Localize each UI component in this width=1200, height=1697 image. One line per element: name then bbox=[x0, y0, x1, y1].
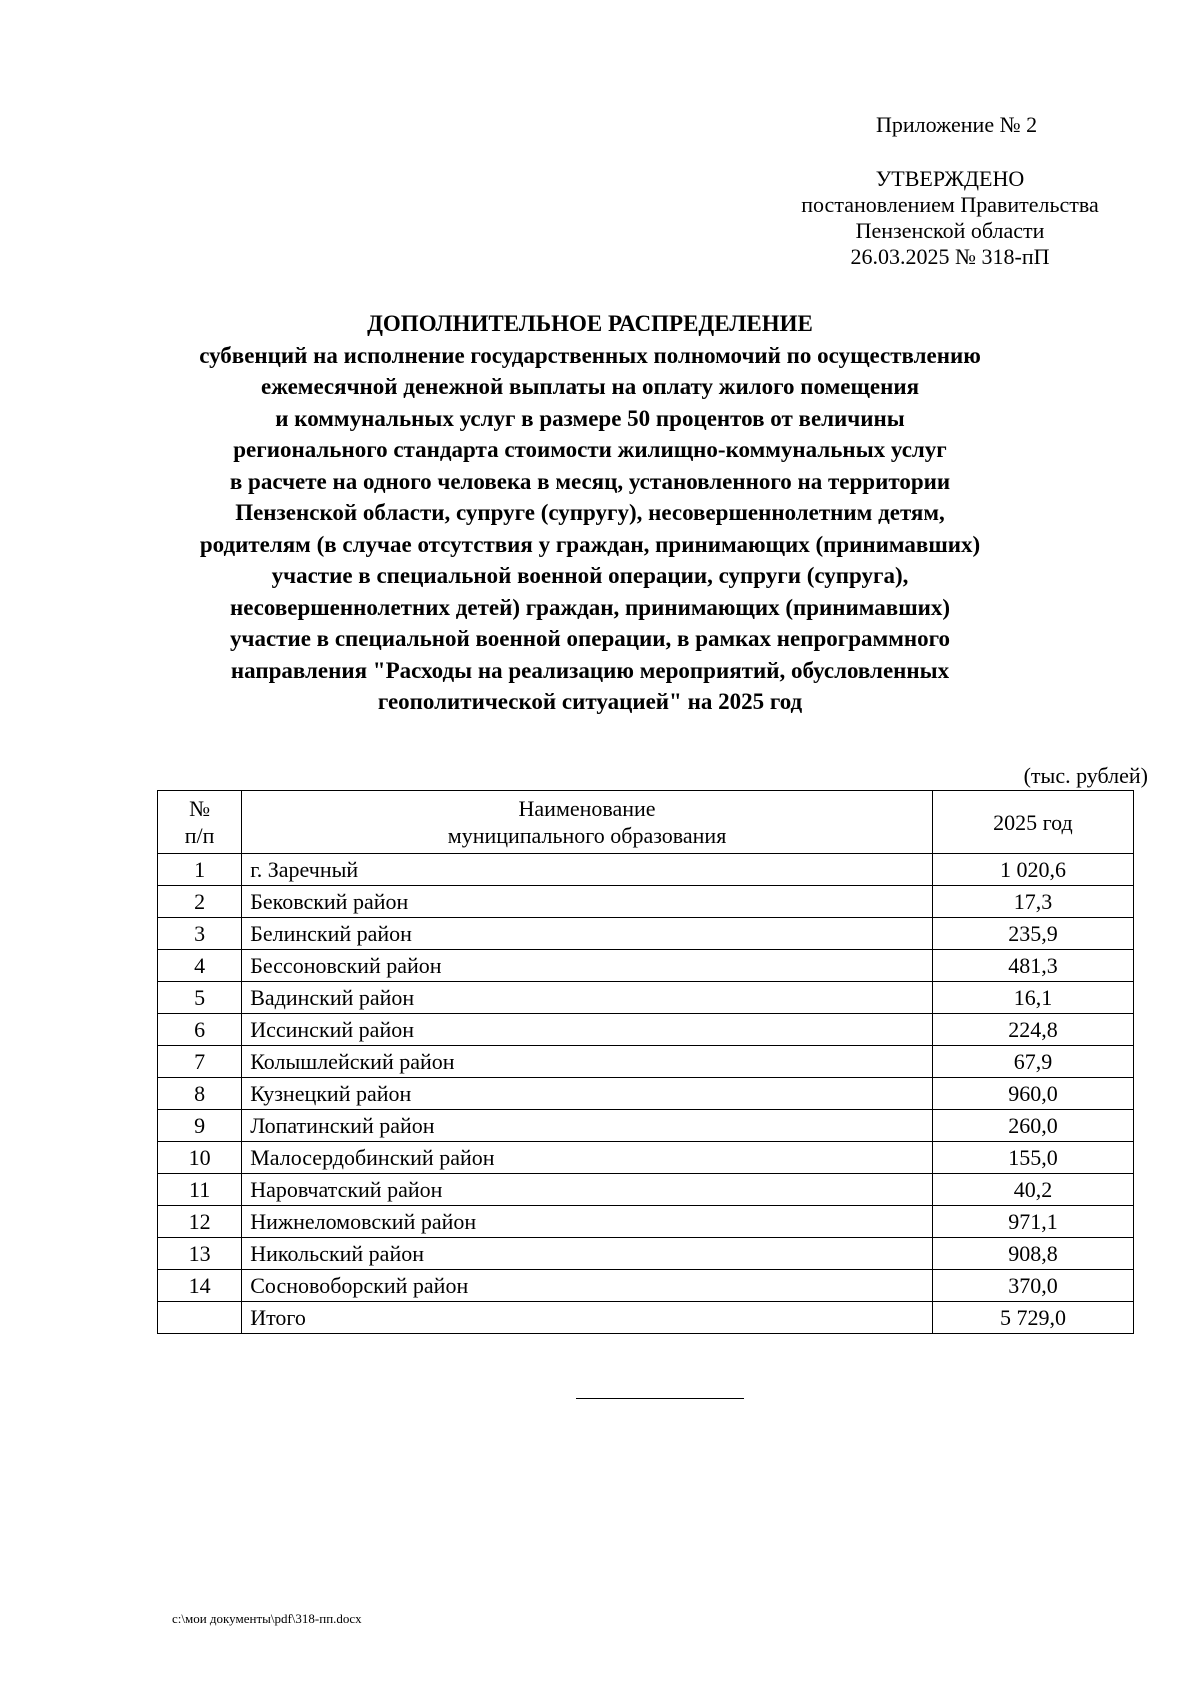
row-amount: 960,0 bbox=[932, 1078, 1133, 1110]
approval-line: Пензенской области bbox=[855, 218, 1045, 243]
row-number: 8 bbox=[158, 1078, 242, 1110]
row-municipality: Наровчатский район bbox=[242, 1174, 933, 1206]
closing-separator-line bbox=[576, 1398, 744, 1399]
table-row bbox=[158, 1238, 1134, 1270]
header-name bbox=[242, 791, 933, 854]
row-municipality: Нижнеломовский район bbox=[242, 1206, 933, 1238]
title-main: ДОПОЛНИТЕЛЬНОЕ РАСПРЕДЕЛЕНИЕ bbox=[367, 311, 813, 336]
row-municipality: Сосновоборский район bbox=[242, 1270, 933, 1302]
row-municipality: Иссинский район bbox=[242, 1014, 933, 1046]
title-line: и коммунальных услуг в размере 50 процентов от величины bbox=[275, 405, 905, 431]
distribution-table bbox=[157, 790, 1134, 1334]
row-amount: 1 020,6 bbox=[932, 854, 1133, 886]
row-amount: 155,0 bbox=[932, 1142, 1133, 1174]
approval-stamp bbox=[760, 166, 1140, 270]
row-amount: 908,8 bbox=[932, 1238, 1133, 1270]
total-amount: 5 729,0 bbox=[932, 1302, 1133, 1334]
table-row bbox=[158, 950, 1134, 982]
approval-line: УТВЕРЖДЕНО bbox=[875, 166, 1025, 191]
title-line: родителям (в случае отсутствия у граждан, принимающих (принимавших) bbox=[199, 531, 981, 557]
title-line: Пензенской области, супруге (супругу), несовершеннолетним детям, bbox=[235, 500, 945, 525]
row-municipality: Никольский район bbox=[242, 1238, 933, 1270]
table-row bbox=[158, 854, 1134, 886]
approval-line: постановлением Правительства bbox=[801, 192, 1099, 217]
header-name-line1: Наименование bbox=[518, 796, 656, 821]
row-number: 2 bbox=[158, 886, 242, 918]
table-row bbox=[158, 1014, 1134, 1046]
row-amount: 224,8 bbox=[932, 1014, 1133, 1046]
row-number: 4 bbox=[158, 950, 242, 982]
row-number: 3 bbox=[158, 918, 242, 950]
title-line: направления "Расходы на реализацию мероприятий, обусловленных bbox=[230, 657, 950, 683]
table-row bbox=[158, 1046, 1134, 1078]
table-row bbox=[158, 1174, 1134, 1206]
row-municipality: Вадинский район bbox=[242, 982, 933, 1014]
row-amount: 260,0 bbox=[932, 1110, 1133, 1142]
row-amount: 17,3 bbox=[932, 886, 1133, 918]
row-amount: 67,9 bbox=[932, 1046, 1133, 1078]
row-number: 13 bbox=[158, 1238, 242, 1270]
title-line: в расчете на одного человека в месяц, установленного на территории bbox=[229, 468, 951, 494]
row-municipality: Лопатинский район bbox=[242, 1110, 933, 1142]
row-municipality: Кузнецкий район bbox=[242, 1078, 933, 1110]
table-row bbox=[158, 982, 1134, 1014]
row-municipality: Колышлейский район bbox=[242, 1046, 933, 1078]
row-amount: 16,1 bbox=[932, 982, 1133, 1014]
title-line: геополитической ситуацией" на 2025 год bbox=[377, 689, 803, 714]
row-municipality: г. Заречный bbox=[242, 854, 933, 886]
footer-file-path: c:\мои документы\pdf\318-пп.docx bbox=[172, 1611, 362, 1626]
row-number: 1 bbox=[158, 854, 242, 886]
row-number: 5 bbox=[158, 982, 242, 1014]
row-municipality: Белинский район bbox=[242, 918, 933, 950]
table-row bbox=[158, 1206, 1134, 1238]
header-year: 2025 год bbox=[932, 791, 1133, 854]
appendix-number: Приложение № 2 bbox=[876, 112, 1038, 137]
table-row bbox=[158, 1270, 1134, 1302]
row-number: 6 bbox=[158, 1014, 242, 1046]
title-line: регионального стандарта стоимости жилищно-коммунальных услуг bbox=[233, 437, 947, 462]
row-amount: 971,1 bbox=[932, 1206, 1133, 1238]
row-number: 10 bbox=[158, 1142, 242, 1174]
row-municipality: Бессоновский район bbox=[242, 950, 933, 982]
row-number: 11 bbox=[158, 1174, 242, 1206]
header-number-line2: п/п bbox=[184, 823, 215, 848]
table-row bbox=[158, 1078, 1134, 1110]
title-line: субвенций на исполнение государственных полномочий по осуществлению bbox=[199, 342, 981, 368]
total-label: Итого bbox=[242, 1302, 933, 1334]
row-number: 7 bbox=[158, 1046, 242, 1078]
row-number: 9 bbox=[158, 1110, 242, 1142]
table-row bbox=[158, 1142, 1134, 1174]
approval-line: 26.03.2025 № 318-пП bbox=[850, 244, 1050, 269]
row-amount: 481,3 bbox=[932, 950, 1133, 982]
table-total-row bbox=[158, 1302, 1134, 1334]
title-line: несовершеннолетних детей) граждан, принимающих (принимавших) bbox=[229, 594, 951, 620]
header-number-line1: № bbox=[189, 796, 211, 821]
row-amount: 235,9 bbox=[932, 918, 1133, 950]
table-row bbox=[158, 918, 1134, 950]
table-row bbox=[158, 886, 1134, 918]
units-label: (тыс. рублей) bbox=[1023, 763, 1148, 788]
row-amount: 40,2 bbox=[932, 1174, 1133, 1206]
title-line: ежемесячной денежной выплаты на оплату жилого помещения bbox=[260, 374, 920, 399]
row-municipality: Малосердобинский район bbox=[242, 1142, 933, 1174]
title-line: участие в специальной военной операции, в рамках непрограммного bbox=[229, 626, 951, 651]
table-header-row bbox=[158, 791, 1134, 854]
table-row bbox=[158, 1110, 1134, 1142]
document-title bbox=[150, 308, 1030, 718]
header-number bbox=[158, 791, 242, 854]
table-body bbox=[158, 854, 1134, 1334]
row-number: 14 bbox=[158, 1270, 242, 1302]
row-municipality: Бековский район bbox=[242, 886, 933, 918]
total-number bbox=[158, 1302, 242, 1334]
title-line: участие в специальной военной операции, супруги (супруга), bbox=[271, 563, 909, 588]
row-amount: 370,0 bbox=[932, 1270, 1133, 1302]
row-number: 12 bbox=[158, 1206, 242, 1238]
header-name-line2: муниципального образования bbox=[447, 823, 727, 848]
